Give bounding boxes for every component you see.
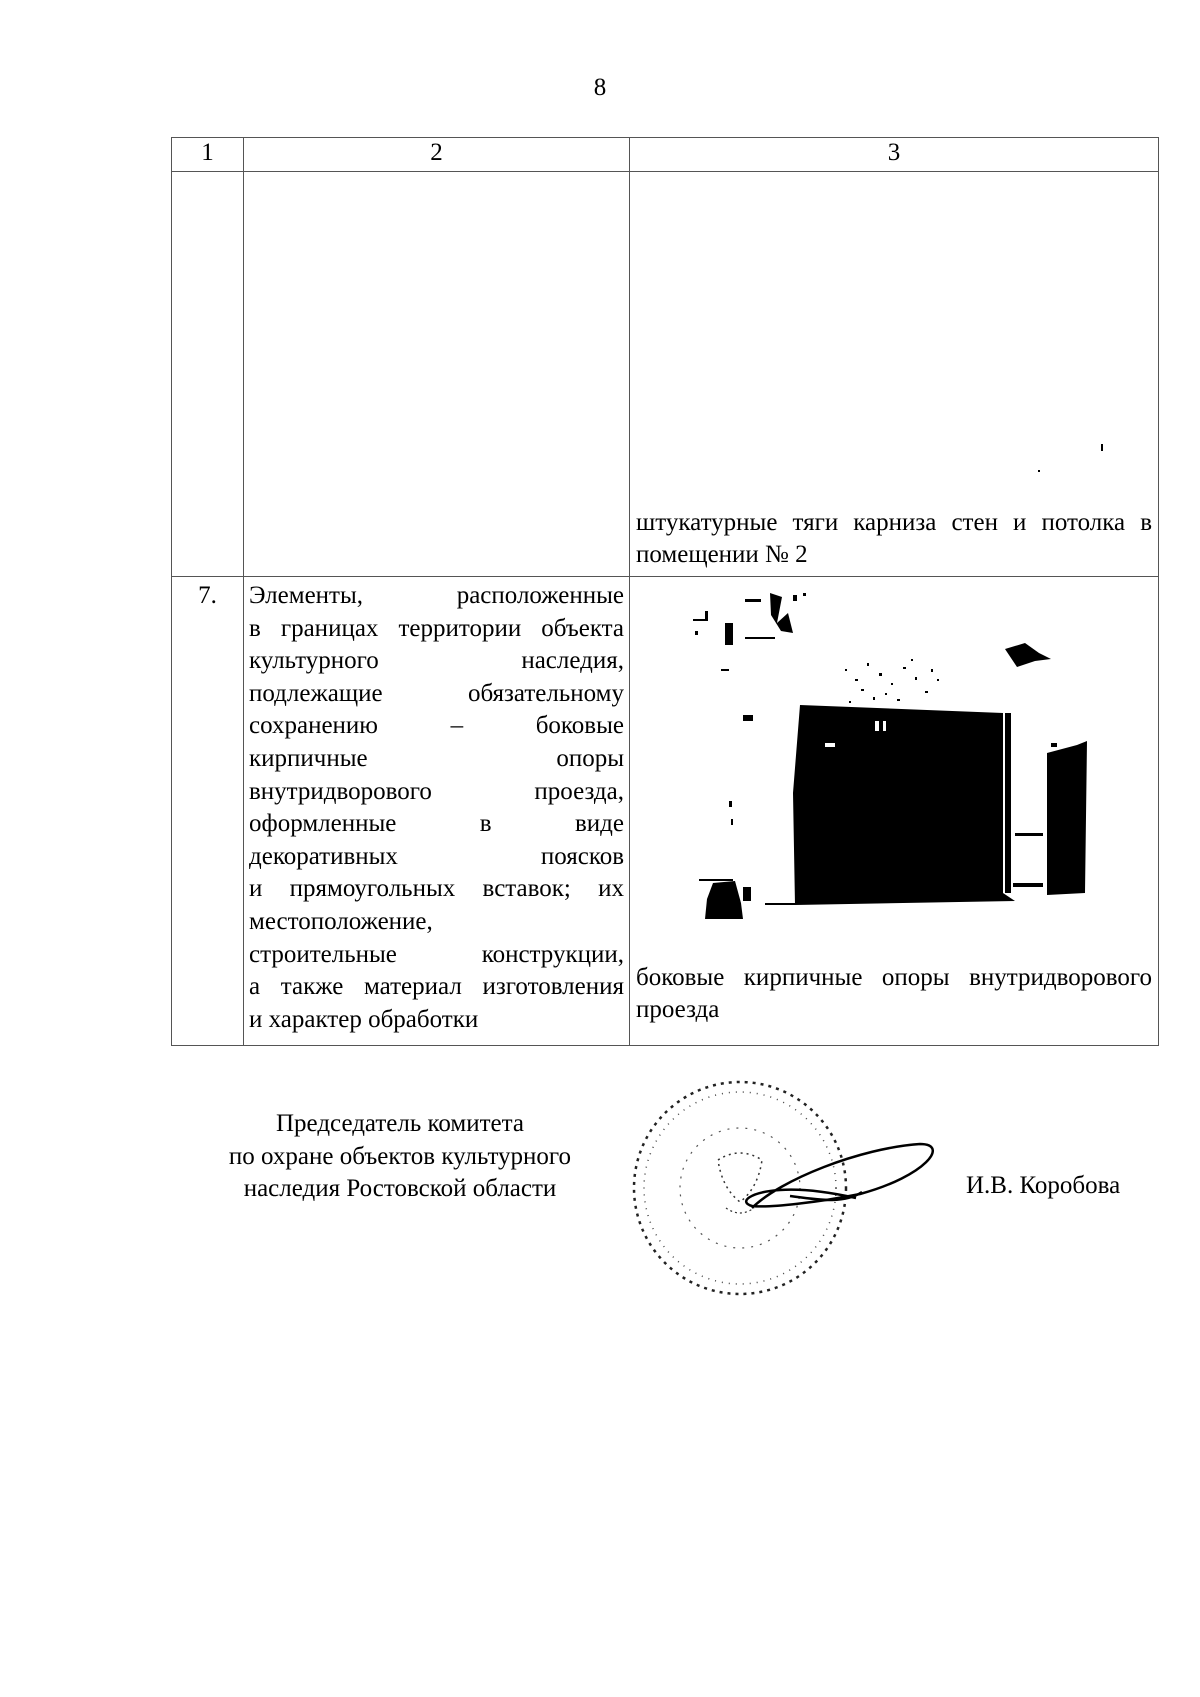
description-line: местоположение,	[249, 907, 433, 935]
official-seal-with-signature	[630, 1068, 950, 1308]
row-description-cell	[244, 172, 630, 577]
description-line: подлежащие обязательному	[249, 679, 624, 707]
signatory-title-line: наследия Ростовской области	[243, 1175, 557, 1202]
description-line: декоративных поясков	[249, 842, 624, 870]
description-line: и характер обработки	[249, 1005, 479, 1033]
signatory-title-line: Председатель комитета	[276, 1110, 524, 1137]
header-col-2: 2	[244, 138, 630, 172]
description-line: кирпичные опоры	[249, 744, 624, 772]
description-line: внутридворового проезда,	[249, 777, 624, 805]
heritage-elements-table	[171, 137, 1159, 1046]
signatory-title	[190, 1108, 610, 1206]
description-line: культурного наследия,	[249, 647, 624, 675]
table-row	[172, 172, 1159, 577]
row-image-cell	[630, 577, 1159, 1046]
description-line: и прямоугольных вставок; их	[249, 875, 624, 903]
row-description-cell	[244, 577, 630, 1046]
row-image-cell	[630, 172, 1159, 577]
description-line: сохранению – боковые	[249, 712, 624, 740]
image-caption-plaster-cornice: штукатурные тяги карниза стен и потолка в помещении № 2	[636, 508, 1152, 569]
description-line: а также материал изготовления	[249, 973, 624, 1001]
table-row	[172, 577, 1159, 1046]
header-col-1: 1	[172, 138, 244, 172]
header-col-3: 3	[630, 138, 1159, 172]
description-line: строительные конструкции,	[249, 940, 624, 968]
signatory-name: И.В. Коробова	[966, 1172, 1121, 1199]
brick-pillars-photo	[685, 593, 1105, 923]
description-line: оформленные в виде	[249, 810, 624, 838]
description-line: Элементы, расположенные	[249, 582, 624, 609]
image-caption-brick-pillars: боковые кирпичные опоры внутридворового проезда	[636, 963, 1152, 1024]
row-number-cell	[172, 172, 244, 577]
description-line: в границах территории объекта	[249, 614, 624, 642]
table-header-row	[172, 138, 1159, 172]
page-number: 8	[593, 74, 607, 101]
signatory-title-line: по охране объектов культурного	[228, 1142, 572, 1170]
row-number-cell: 7.	[172, 577, 244, 1046]
